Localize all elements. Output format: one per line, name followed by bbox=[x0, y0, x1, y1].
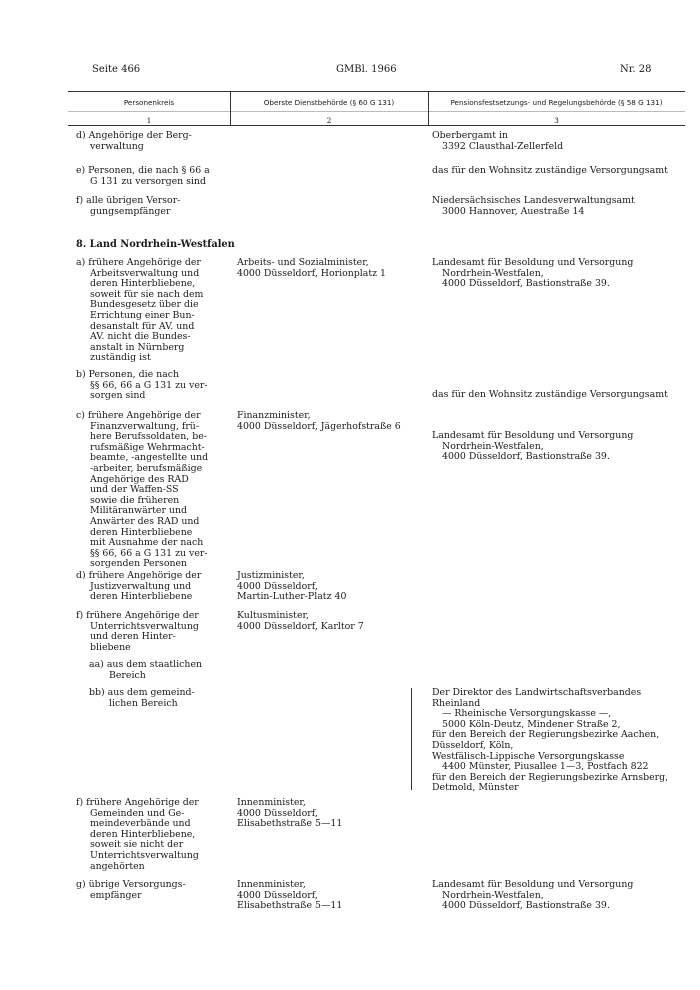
journal-issue: GMBl. 1966 bbox=[336, 64, 397, 75]
row-b-personenkreis: b) Personen, die nach §§ 66, 66 a G 131 zu ver- sorgen sind bbox=[76, 369, 208, 402]
page-number: Seite 466 bbox=[92, 64, 141, 75]
row-e-regelungsbehoerde: das für den Wohnsitz zuständige Versorgungsamt bbox=[432, 165, 668, 176]
section-heading-nrw: 8. Land Nordrhein-Westfalen bbox=[76, 239, 235, 250]
header-separator bbox=[68, 111, 685, 112]
issue-number: Nr. 28 bbox=[620, 64, 652, 75]
row-a-personenkreis: a) frühere Angehörige der Arbeitsverwaltung und deren Hinterbliebene, soweit für sie nach dem Bundesgesetz über die Errichtung einer Bun- desanstalt für AV. und AV. nicht die Bundes- anstalt in Nürnberg zuständig ist bbox=[76, 257, 204, 364]
column-header-1: Personenkreis bbox=[123, 98, 175, 107]
row-f-gemeinden-dienstbehoerde: Innenminister, 4000 Düsseldorf, Elisabethstraße 5—11 bbox=[237, 797, 343, 830]
row-c-dienstbehoerde: Finanzminister, 4000 Düsseldorf, Jägerhofstraße 6 bbox=[237, 410, 401, 432]
row-bb-personenkreis: bb) aus dem gemeind- lichen Bereich bbox=[89, 687, 195, 709]
row-f-uebrige-personenkreis: f) alle übrigen Versor- gungsempfänger bbox=[76, 195, 181, 217]
row-d-justiz-personenkreis: d) frühere Angehörige der Justizverwaltung und deren Hinterbliebene bbox=[76, 570, 202, 603]
row-g-personenkreis: g) übrige Versorgungs- empfänger bbox=[76, 879, 186, 901]
column-header-3: Pensionsfestsetzungs- und Regelungsbehörde (§ 58 G 131) bbox=[450, 98, 663, 107]
row-f-uebrige-regelungsbehoerde: Niedersächsisches Landesverwaltungsamt 3000 Hannover, Auestraße 14 bbox=[432, 195, 635, 217]
row-c-personenkreis: c) frühere Angehörige der Finanzverwaltung, frü- here Berufssoldaten, be- rufsmäßige Wehrmacht- beamte, -angestellte und -arbeiter, berufsmäßige Angehörige des RAD und der Waffen-SS sowie die früheren Militäranwärter und Anwärter des RAD und deren Hinterbliebene mit Ausnahme der nach §§ 66, 66 a G 131 zu ver- sorgenden Personen bbox=[76, 410, 209, 570]
row-f-gemeinden-personenkreis: f) frühere Angehörige der Gemeinden und Ge- meindeverbände und deren Hinterbliebene, soweit sie nicht der Unterrichtsverwaltung angehörten bbox=[76, 797, 199, 872]
row-f-unterricht-personenkreis: f) frühere Angehörige der Unterrichtsverwaltung und deren Hinter- bliebene bbox=[76, 610, 199, 653]
row-aa-personenkreis: aa) aus dem staatlichen Bereich bbox=[89, 659, 203, 681]
row-c-regelungsbehoerde: Landesamt für Besoldung und Versorgung Nordrhein-Westfalen, 4000 Düsseldorf, Bastionstraße 39. bbox=[432, 430, 634, 463]
row-d-berg-personenkreis: d) Angehörige der Berg- verwaltung bbox=[76, 130, 192, 152]
row-e-personenkreis: e) Personen, die nach § 66 a G 131 zu versorgen sind bbox=[76, 165, 210, 187]
header-bottom-rule bbox=[68, 125, 685, 126]
bracket-line bbox=[411, 688, 412, 790]
row-a-regelungsbehoerde: Landesamt für Besoldung und Versorgung Nordrhein-Westfalen, 4000 Düsseldorf, Bastionstraße 39. bbox=[432, 257, 634, 290]
column-header-2: Oberste Dienstbehörde (§ 60 G 131) bbox=[263, 98, 395, 107]
row-d-justiz-dienstbehoerde: Justizminister, 4000 Düsseldorf, Martin-Luther-Platz 40 bbox=[237, 570, 347, 603]
row-b-regelungsbehoerde: das für den Wohnsitz zuständige Versorgungsamt bbox=[432, 389, 668, 400]
row-d-berg-regelungsbehoerde: Oberbergamt in 3392 Clausthal-Zellerfeld bbox=[432, 130, 564, 152]
column-number-3: 3 bbox=[554, 116, 559, 125]
row-a-dienstbehoerde: Arbeits- und Sozialminister, 4000 Düsseldorf, Horionplatz 1 bbox=[237, 257, 387, 279]
row-g-regelungsbehoerde: Landesamt für Besoldung und Versorgung Nordrhein-Westfalen, 4000 Düsseldorf, Bastionstraße 39. bbox=[432, 879, 634, 912]
row-g-dienstbehoerde: Innenminister, 4000 Düsseldorf, Elisabethstraße 5—11 bbox=[237, 879, 343, 912]
row-f-unterricht-dienstbehoerde: Kultusminister, 4000 Düsseldorf, Karltor 7 bbox=[237, 610, 364, 632]
row-bb-regelungsbehoerde: Der Direktor des Landwirtschaftsverbandes Rheinland — Rheinische Versorgungskasse —, 5000 Köln-Deutz, Mindener Straße 2, für den Bereich der Regierungsbezirke Aachen, Düsseldorf, Köln, Westfälisch-Lippische Versorgungskasse 4400 Münster, Piusallee 1—3, Postfach 822 für den Bereich der Regierungsbezirke Arnsberg, Detmold, Münster bbox=[432, 687, 669, 794]
column-number-1: 1 bbox=[146, 116, 152, 125]
table-top-rule bbox=[68, 91, 685, 92]
column-number-2: 2 bbox=[326, 116, 332, 125]
